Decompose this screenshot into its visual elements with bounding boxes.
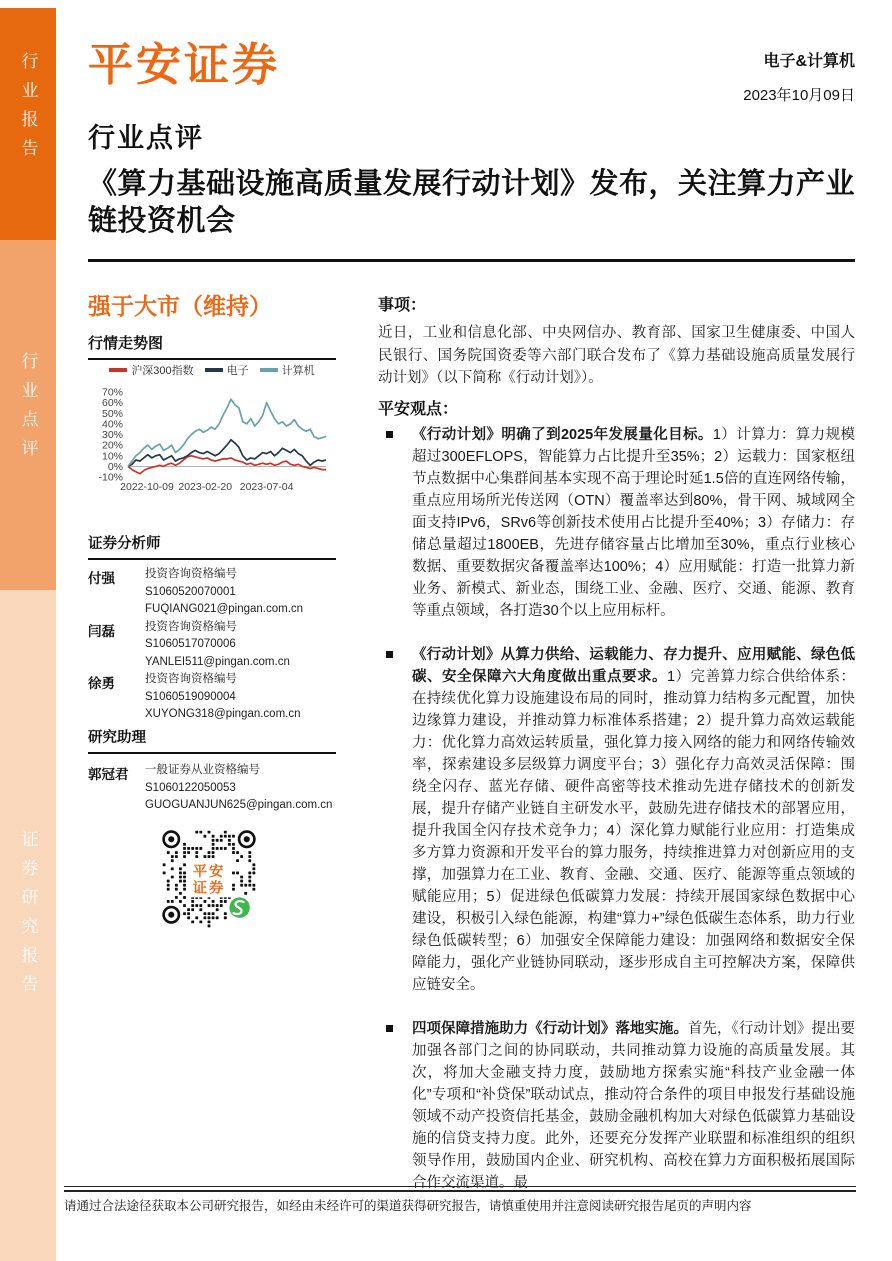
analyst-cert-code: S1060122050053 [145, 781, 236, 794]
analyst-cert-label: 投资咨询资格编号 [145, 620, 237, 633]
sidebar-section-label: 行业点评 [18, 352, 38, 468]
analyst-email: GUOGUANJUN625@pingan.com.cn [145, 799, 333, 811]
legend-item [260, 362, 315, 378]
bullet-lead: 《行动计划》从算力供给、运载能力、存力提升、应用赋能、绿色低碳、安全保障六大角度做出重点要求。 [412, 647, 855, 685]
y-axis-tick-label: 20% [101, 439, 123, 452]
legend-swatch-icon [260, 368, 278, 371]
y-axis-tick-label: 60% [101, 397, 123, 410]
bullet-square-icon [386, 431, 393, 438]
analyst-section-header: 证券分析师 [88, 532, 336, 560]
svg-text:平安: 平安 [192, 863, 226, 880]
analyst-cert-label: 投资咨询资格编号 [145, 568, 237, 580]
y-axis-tick-label: 40% [101, 418, 123, 431]
analyst-name: 付强 [88, 571, 115, 586]
y-axis-tick-label: 50% [101, 407, 123, 420]
svg-text:证券: 证券 [192, 880, 226, 897]
legend-swatch-icon [109, 368, 127, 371]
analyst-row [88, 566, 340, 619]
analyst-email: YANLEI511@pingan.com.cn [145, 655, 290, 668]
bullet-square-icon [386, 651, 393, 658]
assistant-section-header: 研究助理 [88, 726, 336, 754]
event-section-header: 事项： [378, 297, 427, 314]
analyst-cert-code: S1060520070001 [145, 585, 236, 598]
y-axis-tick-label: 10% [101, 450, 123, 463]
title-divider [88, 259, 855, 262]
sidebar-section [0, 590, 56, 1261]
analyst-email: XUYONG318@pingan.com.cn [145, 708, 301, 720]
bullet-body: 1）计算力：算力规模超过300EFLOPS，智能算力占比提升至35%；2）运载力：国家枢纽节点数据中心集群间基本实现不高于理论时延1.5倍的直连网络传输，重点应用场所光传送网（OTN）覆盖率达到80%，骨干网、城域网全面支持IPv6，SRv6等创新技术使用占比提升至40%；3）存储力：存储总量超过1800EB，先进存储容量占比增加至30%，重点行业核心数据、重要数据灾备覆盖率达100%；4）应用赋能：打造一批算力新业务、新模式、新业态，围绕工业、金融、医疗、交通、能源、教育等重点领域，各打造30个以上应用标杆。 [412, 427, 855, 619]
bullet-lead: 《行动计划》明确了到2025年发展量化目标。 [412, 427, 713, 443]
analyst-details [145, 671, 340, 724]
x-axis-tick-label: 2023-02-20 [178, 481, 233, 493]
event-body-text: 近日，工业和信息化部、中央网信办、教育部、国家卫生健康委、中国人民银行、国务院国资委等六部门联合发布了《算力基础设施高质量发展行动计划》（以下简称《行动计划》）。 [378, 325, 855, 386]
industry-label: 电子&计算机 [763, 53, 855, 70]
series-line-沪深300指数 [128, 456, 326, 474]
footer-disclaimer: 请通过合法途径获取本公司研究报告，如经由未经许可的渠道获得研究报告，请慎重使用并注意阅读研究报告尾页的声明内容 [64, 1199, 752, 1213]
analyst-email: FUQIANG021@pingan.com.cn [145, 603, 304, 615]
bullet-body: 1）完善算力综合供给体系：在持续优化算力设施建设布局的同时，推动算力结构多元配置，加快边缘算力建设，并推动算力标准体系搭建；2）提升算力高效运载能力：优化算力高效运转质量，强化算力接入网络的能力和网络传输效率，探索建设多层级算力调度平台；3）强化存力高效灵活保障：围绕全闪存、蓝光存储、硬件高密等技术推动先进存储技术的创新发展，提升存储产业链自主研发水平，鼓励先进存储技术的部署应用，提升我国全闪存技术竞争力；4）深化算力赋能行业应用：打造集成多方算力资源和开发平台的算力服务，持续推进算力对创新应用的支撑，加强算力在工业、教育、金融、交通、医疗、能源等重点领域的赋能应用；5）促进绿色低碳算力发展：持续开展国家绿色数据中心建设，积极引入绿色能源，构建“算力+”绿色低碳生态体系，助力行业绿色低碳转型；6）加强安全保障能力建设：加强网络和数据安全保障能力，强化产业链协同联动，逐步形成自主可控解决方案，保障供应链安全。 [412, 669, 855, 993]
viewpoint-bullet-list [378, 424, 855, 1216]
bullet-square-icon [386, 1025, 393, 1032]
report-category: 行业点评 [88, 123, 204, 153]
analyst-details [145, 566, 340, 619]
price-trend-chart [88, 378, 336, 508]
analyst-name: 郭冠君 [88, 767, 129, 782]
chart-legend [88, 362, 336, 378]
x-axis-tick-label: 2022-10-09 [120, 481, 174, 493]
series-line-电子 [128, 440, 326, 467]
analyst-row [88, 671, 340, 724]
analyst-details [145, 619, 340, 672]
viewpoint-section-header: 平安观点： [378, 401, 459, 418]
x-axis-tick-label: 2023-07-04 [239, 481, 294, 493]
analyst-row [88, 619, 340, 672]
sidebar-section [0, 240, 56, 590]
viewpoint-bullet [378, 644, 855, 996]
bullet-body: 首先，《行动计划》提出要加强各部门之间的协同联动，共同推动算力设施的高质量发展。其次，将加大金融支持力度，鼓励地方探索实施“科技产业金融一体化”专项和“补贷保”联动试点，推动符合条件的项目申报发行基础设施领域不动产投资信托基金，鼓励金融机构加大对绿色低碳算力基础设施的信贷支持力度。此外，还要充分发挥产业联盟和标准组织的组织领导作用，鼓励国内企业、研究机构、高校在算力方面积极拓展国际合作交流渠道。最 [412, 1021, 856, 1191]
rating-badge: 强于大市（维持） [88, 293, 272, 319]
bullet-lead: 四项保障措施助力《行动计划》落地实施。 [412, 1021, 688, 1037]
pingan-securities-logo: 平安证券 [88, 39, 281, 90]
analyst-row [88, 762, 340, 815]
sidebar-section-label: 证券研究报告 [18, 830, 38, 1004]
report-date: 2023年10月09日 [743, 87, 855, 104]
legend-item [109, 362, 193, 378]
qr-code-image [158, 826, 260, 928]
analyst-cert-code: S1060517070006 [145, 638, 236, 650]
legend-label: 计算机 [281, 365, 315, 377]
analyst-cert-code: S1060519090004 [145, 690, 236, 703]
sidebar-section-label: 行业报告 [18, 52, 38, 168]
legend-label: 沪深300指数 [131, 365, 194, 377]
y-axis-tick-label: 0% [107, 460, 123, 473]
viewpoint-bullet [378, 1018, 855, 1194]
analyst-details [145, 762, 340, 815]
y-axis-tick-label: 30% [101, 429, 123, 441]
footer-divider [64, 1186, 856, 1192]
analyst-name: 闫磊 [88, 623, 115, 639]
analyst-name: 徐勇 [88, 676, 115, 691]
y-axis-tick-label: -10% [98, 471, 123, 484]
analyst-cert-label: 一般证券从业资格编号 [145, 764, 260, 776]
legend-swatch-icon [205, 368, 223, 371]
legend-label: 电子 [226, 365, 249, 377]
chart-section-header: 行情走势图 [88, 332, 336, 360]
sidebar-section [0, 8, 56, 240]
series-line-计算机 [128, 399, 326, 466]
analyst-cert-label: 投资咨询资格编号 [145, 673, 237, 685]
y-axis-tick-label: 70% [101, 386, 123, 399]
report-title: 《算力基础设施高质量发展行动计划》发布，关注算力产业链投资机会 [88, 168, 856, 237]
legend-item [205, 362, 249, 378]
viewpoint-bullet [378, 424, 855, 622]
